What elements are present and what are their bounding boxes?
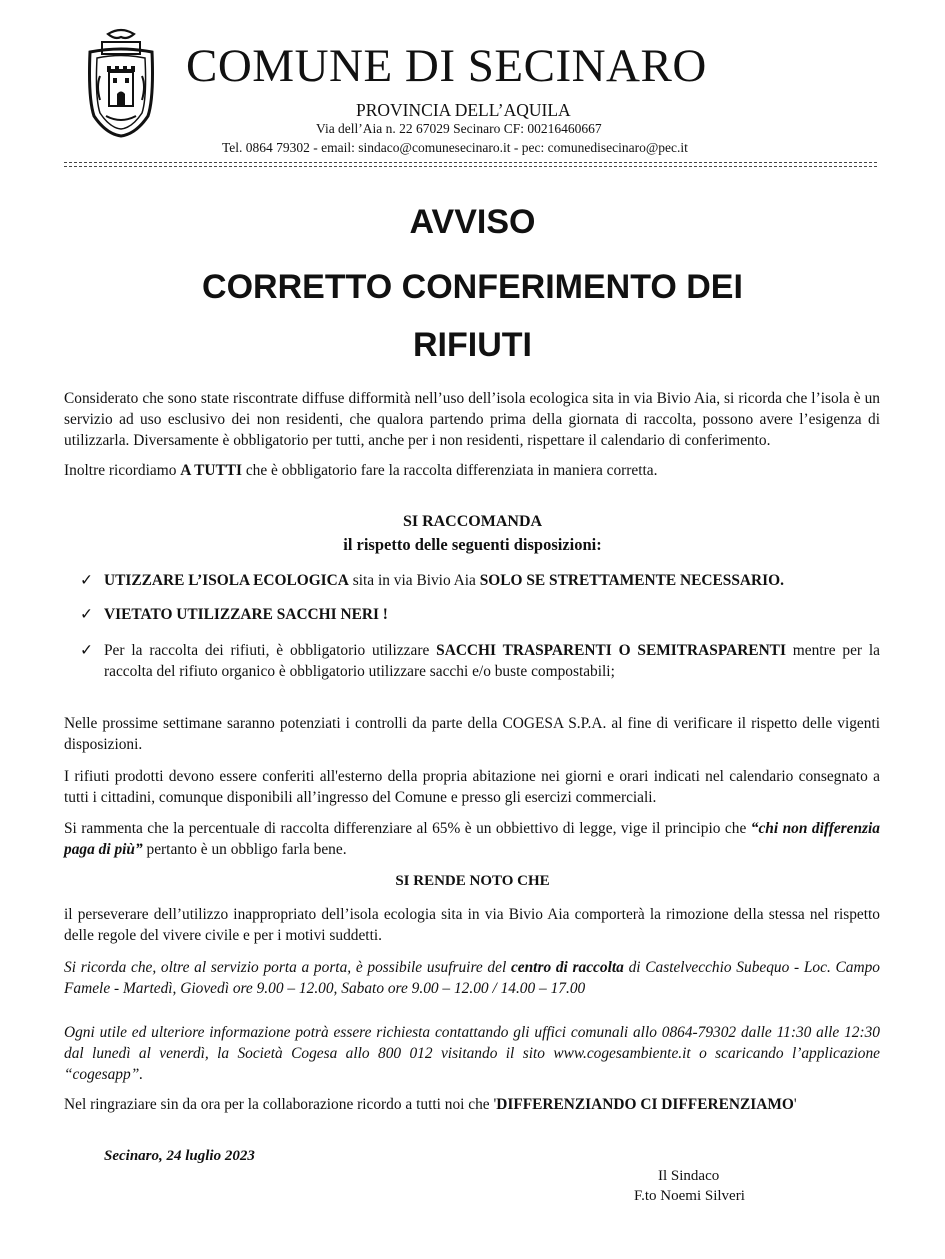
- document-date: Secinaro, 24 luglio 2023: [104, 1148, 255, 1164]
- checkmark-icon: ✓: [80, 606, 93, 623]
- notice-subtitle-line1: CORRETTO CONFERIMENTO DEI: [202, 268, 743, 306]
- percentage-paragraph: Si rammenta che la percentuale di raccolta differenziare al 65% è un obbiettivo di legge, vige il principio che “chi non differenzia paga di più” pertanto è un obbligo farla bene.: [64, 820, 880, 858]
- address-line: Via dell’Aia n. 22 67029 Secinaro CF: 00216460667: [316, 121, 602, 136]
- signature-name: F.to Noemi Silveri: [634, 1188, 745, 1204]
- everyone-paragraph: Inoltre ricordiamo A TUTTI che è obbligatorio fare la raccolta differenziata in maniera corretta.: [64, 462, 658, 479]
- notice-heading: SI RENDE NOTO CHE: [395, 873, 550, 889]
- checkmark-icon: ✓: [80, 642, 93, 659]
- collection-center-paragraph: Si ricorda che, oltre al servizio porta a porta, è possibile usufruire del centro di raccolta di Castelvecchio Subequo - Loc. Campo Famele - Martedì, Giovedì ore 9.00 – 12.00, Sabato ore 9.00 – 12.00 / 14.00 – 17.00: [64, 959, 880, 997]
- checkmark-icon: ✓: [80, 572, 93, 589]
- document-page: COMUNE DI SECINARO PROVINCIA DELL’AQUILA Via dell’Aia n. 22 67029 Secinaro CF: 00216460667 Tel. 0864 79302 - email: sindaco@comunesecinaro.it - pec: comunedisecinaro@pec.it AVVISO CORRETTO CONFERIMENTO DEI RIFIUTI Considerato che sono state riscontrate diffuse difformità nell’uso dell’isola ecologica sita in via Bivio Aia, si ricorda che l’isola è un servizio ad uso esclusivo dei non residenti, che qualora partendo prima della giornata di raccolta, possono avere l’esigenza di utilizzarla. Diversamente è obbligatorio per tutti, anche per i non residenti, rispettare il calendario di conferimento. Inoltre ricordiamo A TUTTI che è obbligatorio fare la raccolta differenziata in maniera corretta. SI RACCOMANDA il rispetto delle seguenti disposizioni: ✓ UTIZZARE L’ISOLA ECOLOGICA sita in via Bivio Aia SOLO SE STRETTAMENTE NECESSARIO. ✓ VIETATO UTILIZZARE SACCHI NERI ! ✓ Per la raccolta dei rifiuti, è obbligatorio utilizzare SACCHI TRASPARENTI O SEMITRASPARENTI mentre per la raccolta del rifiuto organico è obbligatorio utilizzare sacchi e/o buste compostabili; Nelle prossime settimane saranno potenziati i controlli da parte della COGESA S.P.A. al fine di verificare il rispetto delle vigenti disposizioni. I rifiuti prodotti devono essere conferiti all'esterno della propria abitazione nei giorni e orari indicati nel calendario consegnato a tutti i cittadini, comunque disponibili all’ingresso del Comune e presso gli esercizi commerciali. Si rammenta che la percentuale di raccolta differenziare al 65% è un obbiettivo di legge, vige il principio che “chi non differenzia paga di più” pertanto è un obbligo farla bene. SI RENDE NOTO CHE il perseverare dell’utilizzo inappropriato dell’isola ecologia sita in via Bivio Aia comporterà la rimozione della stessa nel rispetto delle regole del vivere civile e per i motivi suddetti. Si ricorda che, oltre al servizio porta a porta, è possibile usufruire del centro di raccolta di Castelvecchio Subequo - Loc. Campo Famele - Martedì, Giovedì ore 9.00 – 12.00, Sabato ore 9.00 – 12.00 / 14.00 – 17.00 Ogni utile ed ulteriore informazione potrà essere richiesta contattando gli uffici comunali allo 0864-79302 dalle 11:30 alle 12:30 dal lunedì al venerdì, la Società Cogesa allo 800 012 visitando il sito www.cogesambiente.it o scaricando l’applicazione “cogesapp”. Nel ringraziare sin da ora per la collaborazione ricordo a tutti noi che 'DIFFERENZIANDO CI DIFFERENZIAMO' Secinaro, 24 luglio 2023 Il Sindaco F.to Noemi Silveri: [0, 0, 945, 1259]
- coat-of-arms-icon: [80, 28, 162, 140]
- collection-paragraph: I rifiuti prodotti devono essere conferiti all'esterno della propria abitazione nei giorni e orari indicati nel calendario consegnato a tutti i cittadini, comunque disponibili all’ingresso del Comune e presso gli esercizi commerciali.: [64, 768, 880, 806]
- municipality-title: COMUNE DI SECINARO: [186, 40, 707, 92]
- notice-title: AVVISO: [409, 203, 536, 241]
- contacts-line: Tel. 0864 79302 - email: sindaco@comunesecinaro.it - pec: comunedisecinaro@pec.it: [222, 140, 688, 155]
- removal-paragraph: il perseverare dell’utilizzo inappropriato dell’isola ecologia sita in via Bivio Aia comporterà la rimozione della stessa nel rispetto delle regole del vivere civile e per i motivi suddetti.: [64, 906, 880, 944]
- intro-paragraph: Considerato che sono state riscontrate diffuse difformità nell’uso dell’isola ecologica sita in via Bivio Aia, si ricorda che l’isola è un servizio ad uso esclusivo dei non residenti, che qualora partendo prima della giornata di raccolta, possono avere l’esigenza di utilizzarla. Diversamente è obbligatorio per tutti, anche per i non residenti, rispettare il calendario di conferimento.: [64, 390, 880, 449]
- signature-role: Il Sindaco: [658, 1168, 720, 1184]
- controls-paragraph: Nelle prossime settimane saranno potenziati i controlli da parte della COGESA S.P.A. al fine di verificare il rispetto delle vigenti disposizioni.: [64, 715, 880, 753]
- header-divider: [64, 162, 878, 170]
- thanks-paragraph: Nel ringraziare sin da ora per la collaborazione ricordo a tutti noi che 'DIFFERENZIANDO CI DIFFERENZIAMO': [64, 1096, 797, 1113]
- info-paragraph: Ogni utile ed ulteriore informazione potrà essere richiesta contattando gli uffici comunali allo 0864-79302 dalle 11:30 alle 12:30 dal lunedì al venerdì, la Società Cogesa allo 800 012 visitando il sito www.cogesambiente.it o scaricando l’applicazione “cogesapp”.: [64, 1024, 880, 1083]
- province-line: PROVINCIA DELL’AQUILA: [356, 100, 571, 120]
- recommend-heading: SI RACCOMANDA: [402, 513, 543, 530]
- notice-subtitle-line2: RIFIUTI: [413, 326, 532, 364]
- recommend-subheading: il rispetto delle seguenti disposizioni:: [343, 535, 602, 554]
